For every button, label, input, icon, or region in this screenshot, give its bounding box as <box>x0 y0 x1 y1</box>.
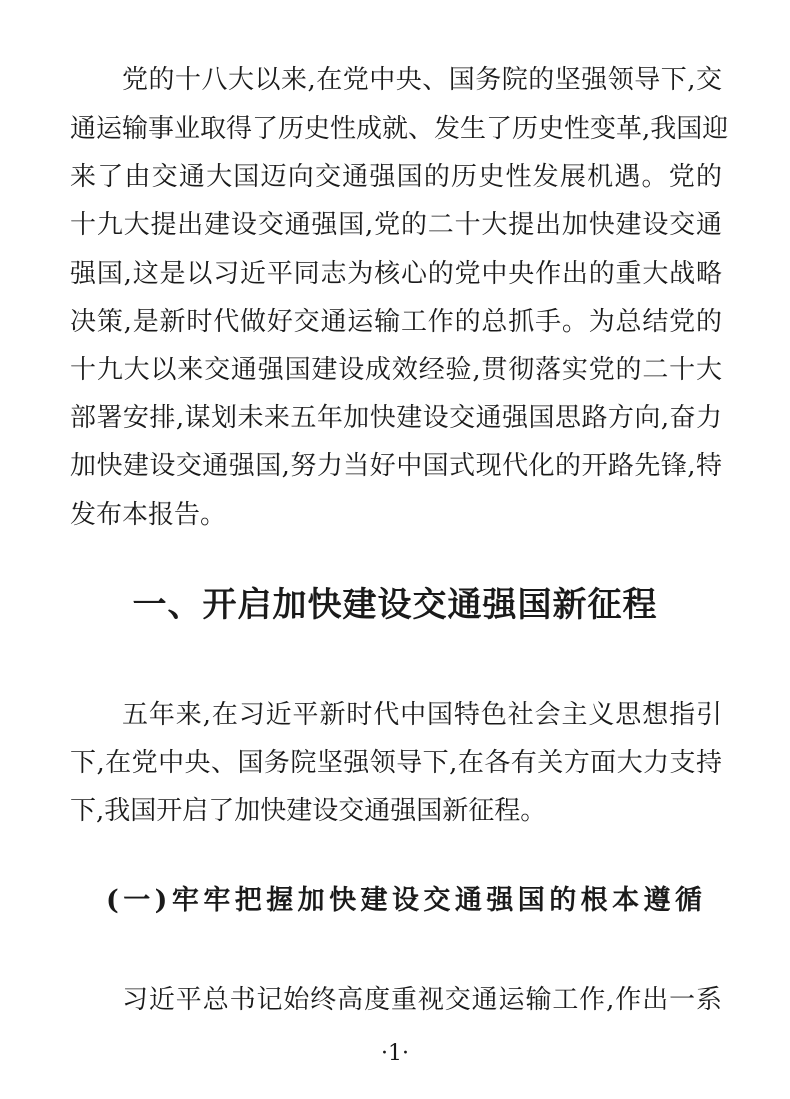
text-line: 强国,这是以习近平同志为核心的党中央作出的重大战略 <box>70 259 722 289</box>
section-heading: 一、开启加快建设交通强国新征程 <box>132 585 658 625</box>
text-line: 十九大以来交通强国建设成效经验,贯彻落实党的二十大 <box>70 355 722 385</box>
text-line: 下,我国开启了加快建设交通强国新征程。 <box>70 796 547 826</box>
text-line: 决策,是新时代做好交通运输工作的总抓手。为总结党的 <box>70 307 722 337</box>
text-line: 党的十八大以来,在党中央、国务院的坚强领导下,交 <box>122 65 722 95</box>
subsection-heading: (一)牢牢把握加快建设交通强国的根本遵循 <box>106 885 702 916</box>
text-line: 来了由交通大国迈向交通强国的历史性发展机遇。党的 <box>70 162 722 192</box>
page-number: ·1· <box>381 1041 409 1066</box>
text-line: 加快建设交通强国,努力当好中国式现代化的开路先锋,特 <box>70 451 722 481</box>
text-line: 五年来,在习近平新时代中国特色社会主义思想指引 <box>122 700 722 730</box>
text-line: 部署安排,谋划未来五年加快建设交通强国思路方向,奋力 <box>70 403 722 433</box>
text-line: 习近平总书记始终高度重视交通运输工作,作出一系 <box>122 985 722 1015</box>
text-line: 十九大提出建设交通强国,党的二十大提出加快建设交通 <box>70 210 722 240</box>
text-line: 发布本报告。 <box>70 500 227 530</box>
text-line: 下,在党中央、国务院坚强领导下,在各有关方面大力支持 <box>70 748 722 778</box>
text-line: 通运输事业取得了历史性成就、发生了历史性变革,我国迎 <box>70 114 729 144</box>
